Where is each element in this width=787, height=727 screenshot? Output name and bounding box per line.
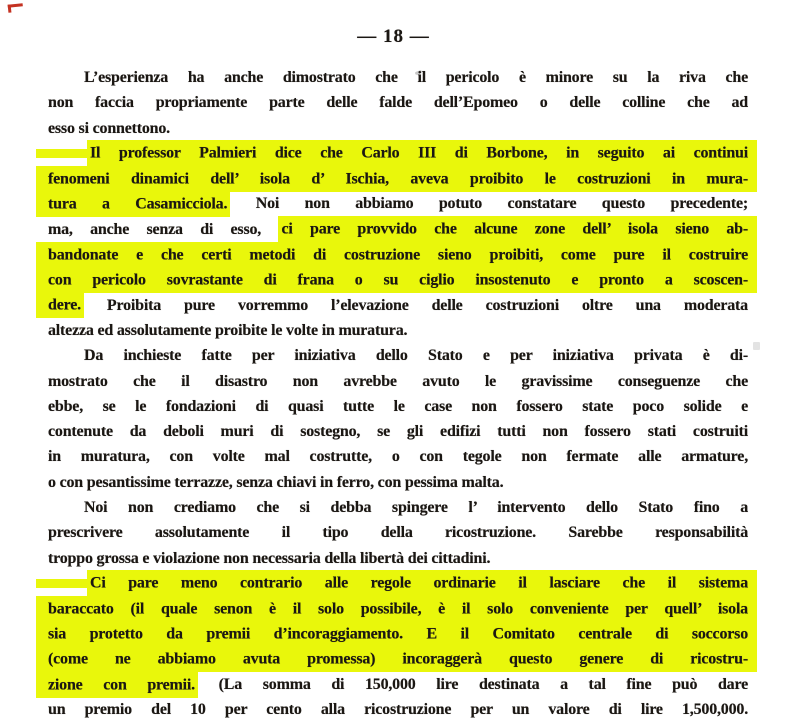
- text-line: [48, 94, 748, 119]
- text-span: L’esperienza ha anche dimostrato che il pericolo è minore su la riva che: [84, 69, 748, 86]
- body-text: [48, 69, 748, 727]
- text-span: (La somma di 150,000 lire destinata a tal fine può dare: [197, 676, 748, 694]
- text-span: o con pesantissime terrazze, senza chiavi in ferro, con pessima malta.: [48, 473, 504, 491]
- text-line: [48, 347, 748, 372]
- highlight-span: fenomeni dinamici dell’ isola d’ Ischia, aveva proibito le costruzioni in mura-: [36, 166, 757, 192]
- text-span: troppo grossa e violazione non necessaria della libertà dei cittadini.: [48, 549, 491, 567]
- highlight-span: baraccato (il quale senon è il solo possibile, è il solo conveniente per quell’ isola: [36, 596, 757, 622]
- text-line: [48, 448, 748, 473]
- text-span: Proibita pure vorremmo l’elevazione delle costruzioni oltre una moderata: [83, 296, 748, 314]
- text-span: Da inchieste fatte per iniziativa dello Stato e per iniziativa privata è di-: [84, 347, 748, 365]
- scan-speck: [753, 342, 760, 350]
- text-span: Noi non abbiamo potuto constatare questo precedente;: [230, 195, 748, 213]
- highlight-span: (come ne abbiamo avuta promessa) incoraggerà questo genere di ricostru-: [36, 646, 757, 672]
- text-line: [48, 297, 748, 322]
- text-line: [48, 69, 748, 94]
- text-line: [48, 524, 748, 549]
- paragraph-indent: [36, 579, 87, 588]
- highlight-span: con pericolo sovrastante di frana o su ciglio insostenuto e pronto a scoscen-: [36, 267, 757, 293]
- text-span: prescrivere assolutamente il tipo della ricostruzione. Sarebbe responsabilità: [48, 524, 748, 542]
- text-span: Noi non crediamo che si debba spingere l’ intervento dello Stato fino a: [84, 499, 748, 517]
- text-span: altezza ed assolutamente proibite le volte in muratura.: [48, 321, 408, 339]
- text-line: [48, 499, 748, 524]
- text-span: esso si connettono.: [48, 119, 170, 137]
- highlight-span: sia protetto da premii d’incoraggiamento. E il Comitato centrale di soccorso: [36, 621, 757, 647]
- text-line: [48, 676, 748, 701]
- text-line: [48, 271, 748, 296]
- text-line: [48, 322, 748, 347]
- highlight-span: bandonate e che certi metodi di costruzione sieno proibiti, come pure il costruire: [36, 242, 757, 268]
- text-span: ebbe, se le fondazioni di quasi tutte le case non fossero state poco solide e: [48, 397, 748, 415]
- text-line: [48, 398, 748, 423]
- highlight-span: dere.: [36, 292, 84, 318]
- highlight-span: Ci pare meno contrario alle regole ordinarie il lasciare che il sistema: [87, 570, 757, 596]
- text-span: in muratura, con volte mal costrutte, o con tegole non fermate alle armature,: [48, 448, 748, 466]
- text-line: [48, 423, 748, 448]
- red-corner-mark: [8, 3, 24, 13]
- highlight-span: ci pare provvido che alcune zone dell’ isola sieno ab-: [278, 216, 757, 242]
- text-span: ma, anche senza di esso,: [48, 220, 279, 238]
- text-span: contenute da deboli muri di sostegno, se gli edifizi tutti non fossero stati costruiti: [48, 423, 748, 441]
- page-number: — 18 —: [357, 26, 430, 47]
- highlight-span: tura a Casamicciola.: [36, 191, 230, 217]
- text-line: [48, 701, 748, 726]
- text-span: un premio del 10 per cento alla ricostruzione per un valore di lire 1,500,000.: [48, 701, 748, 719]
- paragraph-indent: [36, 149, 87, 158]
- highlight-span: Il professor Palmieri dice che Carlo III di Borbone, in seguito ai continui: [87, 140, 757, 166]
- text-span: mostrato che il disastro non avrebbe avuto le gravissime conseguenze che: [48, 372, 748, 390]
- text-line: [48, 373, 748, 398]
- highlight-span: zione con premii.: [36, 672, 198, 698]
- text-line: [48, 474, 748, 499]
- text-span: non faccia propriamente parte delle falde dell’Epomeo o delle colline che ad: [48, 94, 748, 112]
